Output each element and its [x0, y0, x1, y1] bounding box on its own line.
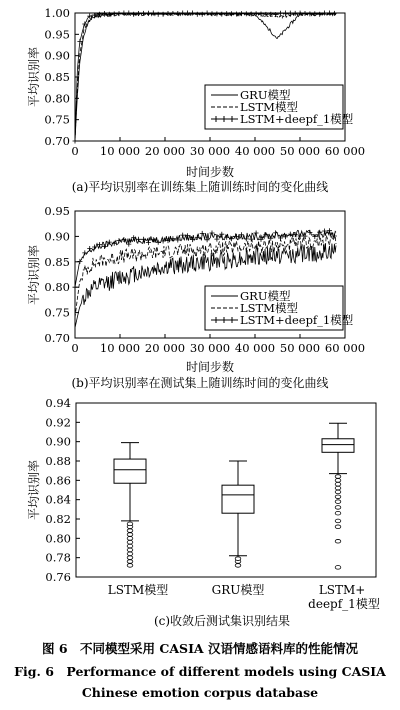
chart-a-y-ticks: [44, 6, 79, 148]
legend-gru-label: GRU模型: [240, 88, 291, 102]
series-marker: [87, 246, 92, 251]
outlier-point: [335, 479, 341, 483]
y-tick-label: 0.76: [45, 570, 71, 584]
chart-b-x-ticks: [71, 334, 365, 355]
box: [222, 485, 254, 513]
series-marker: [117, 11, 122, 16]
y-tick-label: 0.95: [44, 204, 70, 218]
outlier-point: [335, 519, 341, 523]
chart-c-caption: (c)收敛后测试集识别结果: [153, 614, 291, 628]
x-tick-label: 30 000: [189, 144, 231, 158]
y-tick-label: 0.70: [44, 331, 70, 345]
chart-a-ylabel: 平均识别率: [27, 46, 41, 108]
series-marker: [303, 11, 308, 16]
legend-lstm-label: LSTM模型: [240, 301, 298, 315]
y-tick-label: 0.90: [45, 434, 71, 449]
series-marker: [214, 237, 219, 242]
outlier-point: [335, 525, 341, 529]
y-tick-label: 0.90: [44, 229, 70, 244]
outlier-point: [127, 533, 133, 537]
series-marker: [180, 233, 185, 238]
box: [322, 439, 354, 453]
series-marker: [239, 11, 244, 16]
series-marker: [219, 12, 224, 17]
outlier-point: [235, 564, 241, 568]
series-marker: [234, 12, 239, 17]
chart-b-ylabel: 平均识别率: [27, 244, 41, 306]
y-tick-label: 0.88: [45, 454, 71, 468]
chart-b-legend: [205, 286, 353, 330]
x-tick-label: 50 000: [279, 341, 321, 355]
box: [114, 459, 146, 483]
y-tick-label: 0.80: [44, 280, 70, 295]
outlier-point: [335, 539, 341, 543]
series-marker: [229, 236, 234, 241]
chart-b-y-ticks: [44, 204, 79, 345]
outlier-point: [335, 566, 341, 570]
series-marker: [254, 11, 259, 16]
y-tick-label: 0.80: [45, 531, 71, 546]
y-tick-label: 0.75: [44, 305, 70, 320]
series-marker: [73, 285, 78, 290]
x-tick-label: 20 000: [144, 341, 186, 355]
outlier-point: [335, 490, 341, 494]
x-tick-label: 60 000: [324, 144, 366, 158]
chart-c: [26, 396, 380, 628]
series-marker: [102, 244, 107, 249]
y-tick-label: 0.94: [45, 396, 71, 410]
chart-c-category-lstm: LSTM模型: [107, 583, 169, 597]
outlier-point: [335, 506, 341, 510]
x-tick-label: 20 000: [144, 144, 186, 158]
outlier-point: [127, 560, 133, 564]
outlier-point: [127, 540, 133, 544]
y-tick-label: 0.85: [44, 70, 70, 84]
x-tick-label: 50 000: [279, 144, 321, 158]
x-tick-label: 0: [71, 144, 79, 158]
outlier-point: [335, 475, 341, 479]
x-tick-label: 0: [71, 341, 79, 355]
figure-caption-cn: 图 6 不同模型采用 CASIA 汉语情感语料库的性能情况: [42, 641, 358, 656]
series-marker: [161, 12, 166, 17]
series-marker: [141, 237, 146, 242]
outlier-point: [335, 511, 341, 515]
figure-caption-en-line2: Chinese emotion corpus database: [81, 685, 319, 700]
chart-c-category-deepf: [308, 583, 380, 611]
series-marker: [117, 238, 122, 243]
series-marker: [170, 236, 175, 241]
legend-gru-label: GRU模型: [240, 289, 291, 303]
series-marker: [210, 231, 215, 236]
outlier-point: [335, 486, 341, 490]
series-marker: [73, 139, 78, 144]
series-marker: [195, 12, 200, 17]
series-marker: [317, 12, 322, 17]
outlier-point: [127, 544, 133, 548]
x-tick-label: 30 000: [189, 341, 231, 355]
series-marker: [254, 231, 259, 236]
series-marker: [210, 11, 215, 16]
y-tick-label: 0.75: [44, 112, 70, 127]
x-tick-label: 10 000: [99, 341, 141, 355]
x-tick-label: 10 000: [99, 144, 141, 158]
series-marker: [136, 11, 141, 16]
chart-c-ylabel: 平均识别率: [27, 459, 41, 521]
figure-caption-en-line1: Fig. 6 Performance of different models using CASIA: [14, 664, 386, 679]
y-tick-label: 1.00: [44, 6, 70, 20]
y-tick-label: 0.86: [45, 473, 71, 488]
x-tick-label: 40 000: [234, 341, 276, 355]
y-tick-label: 0.95: [44, 27, 70, 42]
chart-c-category-gru: GRU模型: [211, 583, 265, 597]
chart-a-xlabel: 时间步数: [185, 165, 235, 179]
y-tick-label: 0.84: [45, 492, 71, 507]
chart-c-category-deepf-line2: deepf_1模型: [308, 597, 380, 611]
chart-a: [26, 6, 365, 194]
chart-a-legend: [205, 85, 353, 129]
outlier-point: [127, 564, 133, 568]
y-tick-label: 0.78: [45, 550, 71, 565]
outlier-point: [127, 552, 133, 556]
chart-b-caption: (b)平均识别率在测试集上随训练时间的变化曲线: [71, 376, 329, 390]
outlier-point: [335, 495, 341, 499]
legend-deepf-label: LSTM+deepf_1模型: [240, 112, 354, 126]
outlier-point: [127, 537, 133, 541]
y-tick-label: 0.82: [45, 512, 71, 526]
series-marker: [312, 11, 317, 16]
outlier-point: [127, 529, 133, 533]
series-marker: [156, 12, 161, 17]
legend-lstm-label: LSTM模型: [240, 100, 298, 114]
y-tick-label: 0.90: [44, 48, 70, 63]
chart-c-category-deepf-line1: LSTM+: [318, 583, 366, 597]
series-marker: [146, 240, 151, 245]
outlier-point: [127, 548, 133, 552]
chart-c-y-ticks: [45, 396, 80, 584]
chart-a-x-ticks: [71, 137, 365, 158]
outlier-point: [235, 557, 241, 561]
series-marker: [156, 240, 161, 245]
y-tick-label: 0.85: [44, 254, 70, 269]
series-marker: [175, 11, 180, 16]
y-tick-label: 0.70: [44, 134, 70, 148]
series-marker: [146, 11, 151, 16]
series-marker: [278, 11, 283, 16]
y-tick-label: 0.80: [44, 91, 70, 106]
legend-deepf-label: LSTM+deepf_1模型: [240, 313, 354, 327]
chart-b: [26, 204, 365, 390]
outlier-point: [127, 522, 133, 526]
chart-a-caption: (a)平均识别率在训练集上随训练时间的变化曲线: [71, 180, 329, 194]
x-tick-label: 60 000: [324, 341, 366, 355]
chart-b-xlabel: 时间步数: [185, 360, 235, 374]
series-marker: [283, 11, 288, 16]
series-marker: [131, 12, 136, 17]
x-tick-label: 40 000: [234, 144, 276, 158]
outlier-point: [335, 500, 341, 504]
outlier-point: [127, 556, 133, 560]
series-marker: [249, 237, 254, 242]
outlier-point: [335, 482, 341, 486]
y-tick-label: 0.92: [45, 415, 71, 430]
chart-c-boxes: [114, 423, 354, 569]
